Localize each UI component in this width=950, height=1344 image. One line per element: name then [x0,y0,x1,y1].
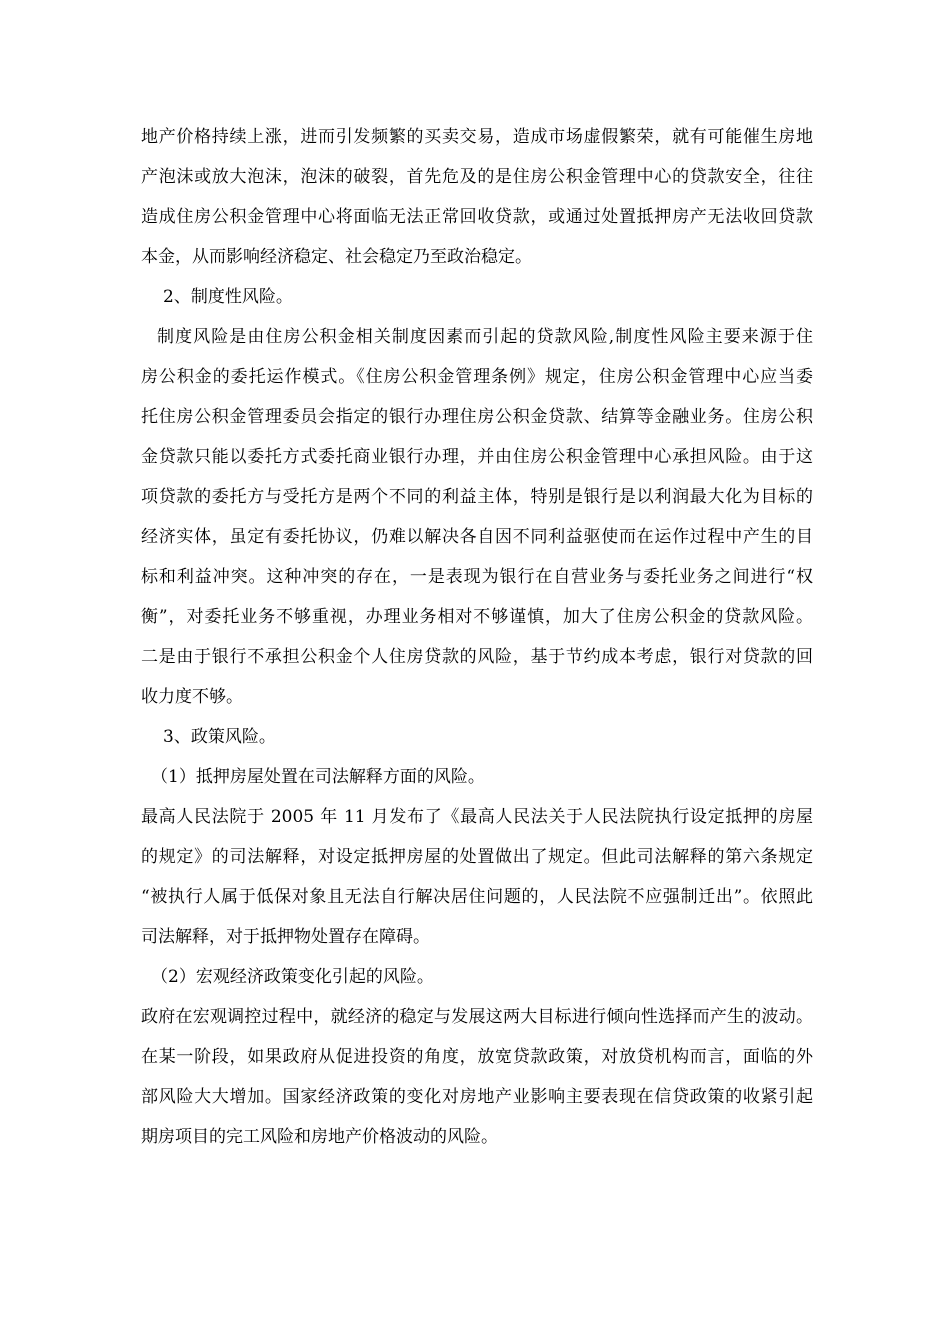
text-line: 最高人民法院于 2005 年 11 月发布了《最高人民法关于人民法院执行设定抵押的房屋 [141,807,813,827]
text-line: 托住房公积金管理委员会指定的银行办理住房公积金贷款、结算等金融业务。住房公积 [141,407,813,427]
paragraph-housing-bubble-continued [141,117,813,277]
section-heading: 2、制度性风险。 [163,287,293,307]
text-line: 房公积金的委托运作模式。《住房公积金管理条例》规定，住房公积金管理中心应当委 [141,367,813,387]
text-line: “被执行人属于低保对象且无法自行解决居住问题的，人民法院不应强制迁出”。依照此 [141,887,813,907]
text-line: 地产价格持续上涨，进而引发频繁的买卖交易，造成市场虚假繁荣，就有可能催生房地 [141,127,813,147]
paragraph-judicial-interpretation [141,797,813,957]
paragraph-institutional-risk [141,317,813,717]
heading-institutional-risk [141,277,813,317]
text-line: 收力度不够。 [141,687,243,707]
text-line: 部风险大大增加。国家经济政策的变化对房地产业影响主要表现在信贷政策的收紧引起 [141,1087,813,1107]
subsection-heading: （1）抵押房屋处置在司法解释方面的风险。 [151,767,485,787]
text-line: 期房项目的完工风险和房地产价格波动的风险。 [141,1127,498,1147]
text-line: 制度风险是由住房公积金相关制度因素而引起的贷款风险,制度性风险主要来源于住 [157,327,813,347]
text-line: 衡”，对委托业务不够重视，办理业务相对不够谨慎，加大了住房公积金的贷款风险。 [141,607,813,627]
heading-policy-risk [141,717,813,757]
text-line: 政府在宏观调控过程中，就经济的稳定与发展这两大目标进行倾向性选择而产生的波动。 [141,1007,813,1027]
text-line: 经济实体，虽定有委托协议，仍难以解决各自因不同利益驱使而在运作过程中产生的目 [141,527,813,547]
paragraph-macro-policy [141,997,813,1157]
text-line: 产泡沫或放大泡沫，泡沫的破裂，首先危及的是住房公积金管理中心的贷款安全，往往 [141,167,813,187]
heading-macro-policy-risk [141,957,813,997]
section-heading: 3、政策风险。 [163,727,276,747]
text-line: 造成住房公积金管理中心将面临无法正常回收贷款，或通过处置抵押房产无法收回贷款 [141,207,813,227]
text-line: 项贷款的委托方与受托方是两个不同的利益主体，特别是银行是以利润最大化为目标的 [141,487,813,507]
text-line: 在某一阶段，如果政府从促进投资的角度，放宽贷款政策，对放贷机构而言，面临的外 [141,1047,813,1067]
text-line: 司法解释，对于抵押物处置存在障碍。 [141,927,430,947]
document-body [141,117,813,1157]
text-line: 标和利益冲突。这种冲突的存在，一是表现为银行在自营业务与委托业务之间进行“权 [141,567,813,587]
text-line: 本金，从而影响经济稳定、社会稳定乃至政治稳定。 [141,247,532,267]
heading-judicial-interpretation-risk [141,757,813,797]
text-line: 二是由于银行不承担公积金个人住房贷款的风险，基于节约成本考虑，银行对贷款的回 [141,647,813,667]
subsection-heading: （2）宏观经济政策变化引起的风险。 [151,967,434,987]
text-line: 金贷款只能以委托方式委托商业银行办理，并由住房公积金管理中心承担风险。由于这 [141,447,813,467]
text-line: 的规定》的司法解释，对设定抵押房屋的处置做出了规定。但此司法解释的第六条规定 [141,847,813,867]
